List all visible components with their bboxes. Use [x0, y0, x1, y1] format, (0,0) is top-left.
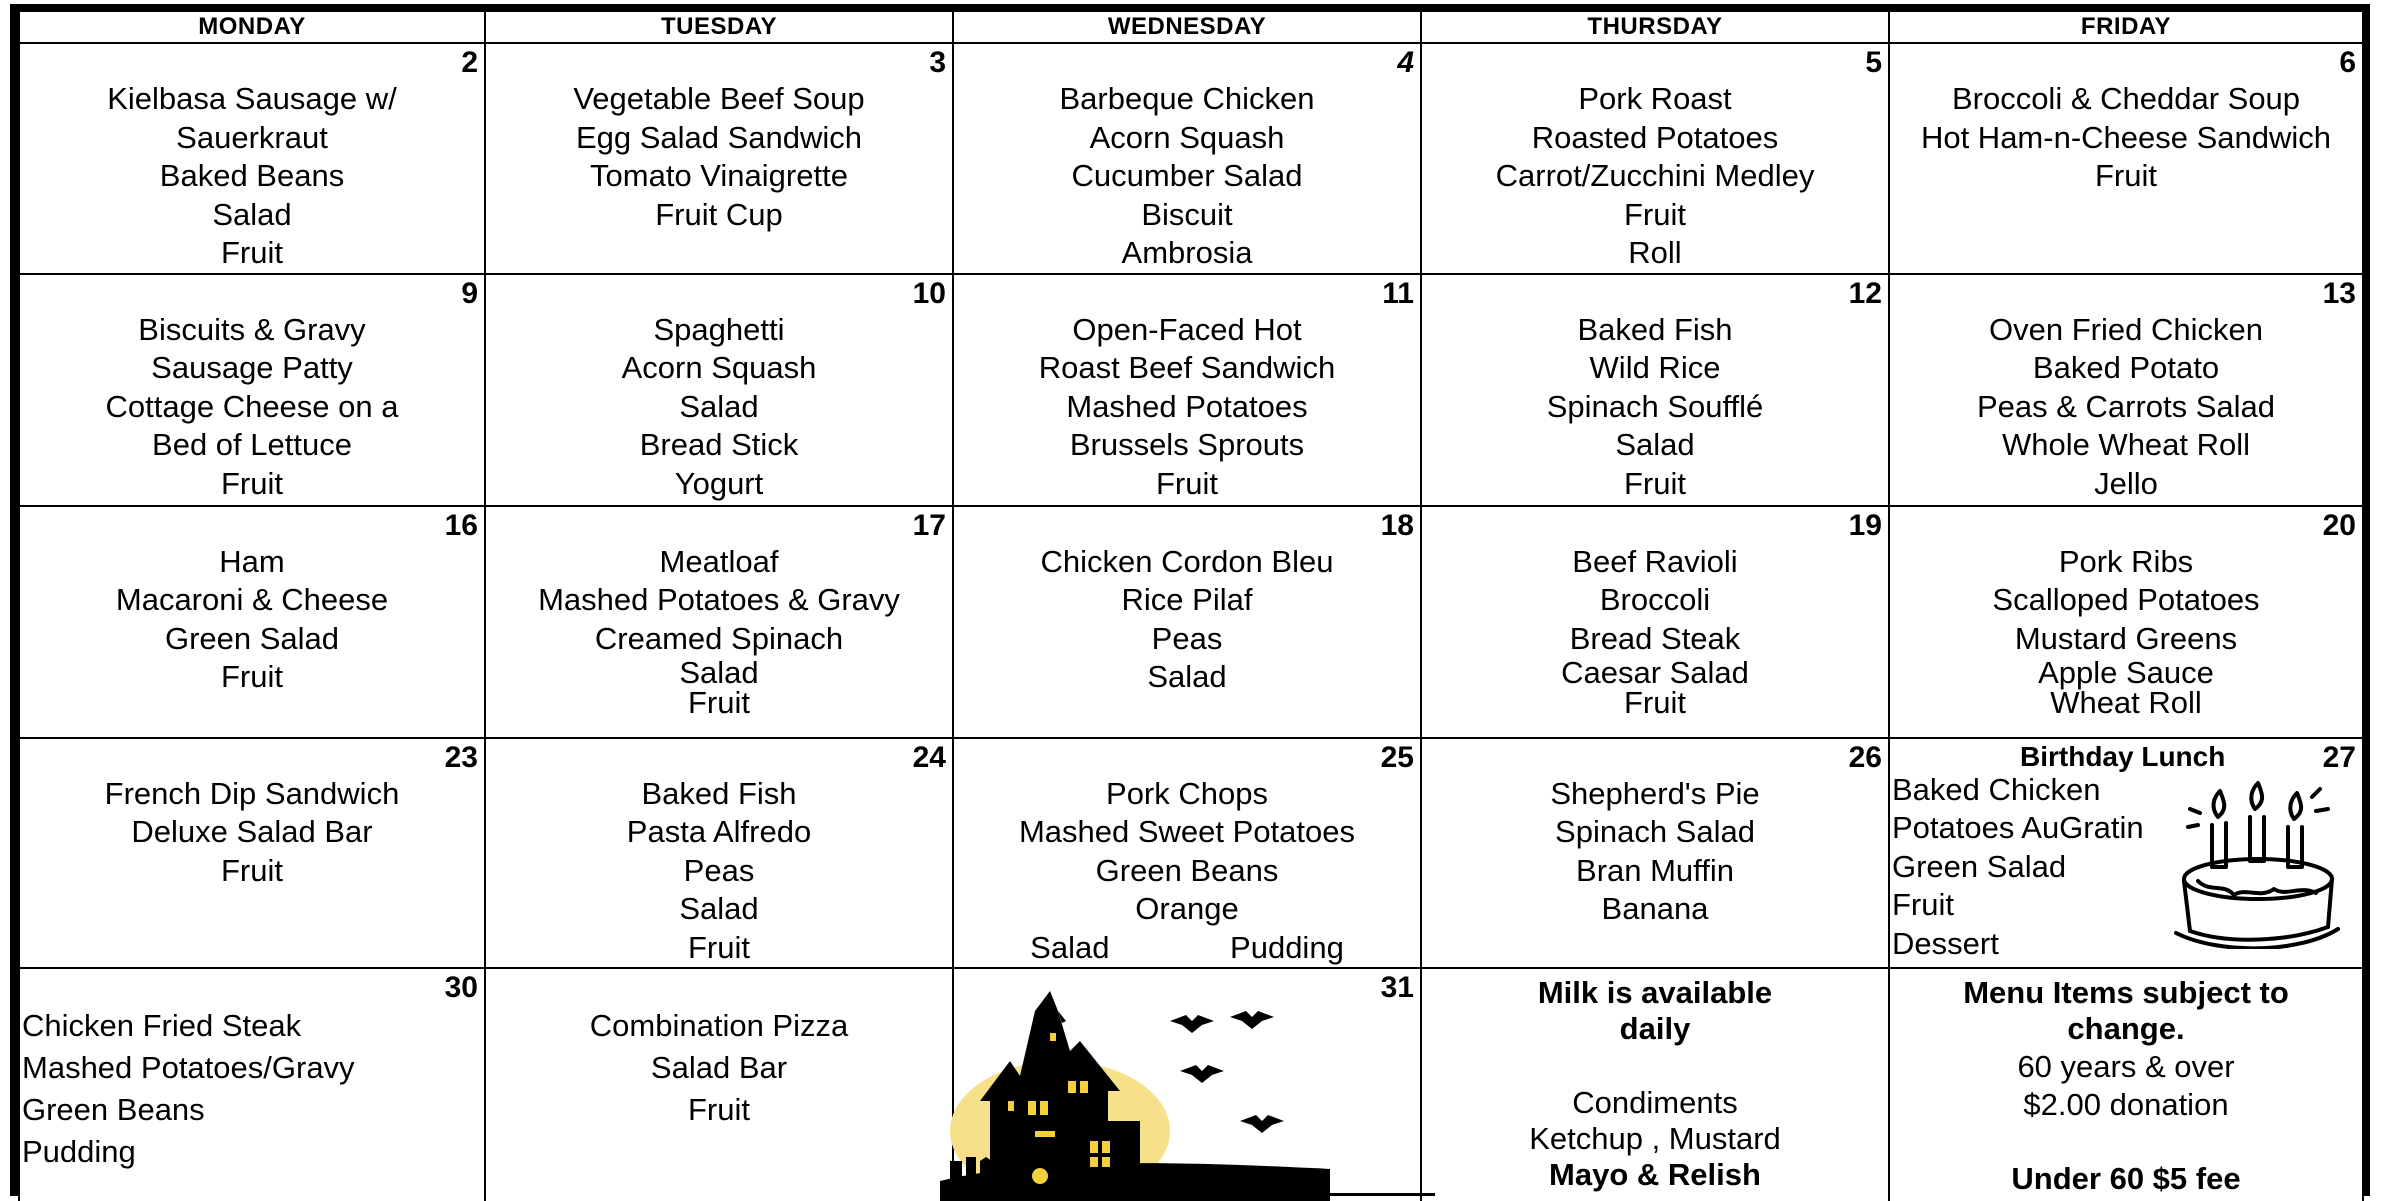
menu-items — [954, 739, 1420, 968]
menu-item: Biscuit — [1141, 196, 1233, 232]
menu-item: Fruit — [688, 685, 750, 720]
day-cell — [953, 43, 1421, 274]
menu-item: Fruit — [1624, 465, 1686, 501]
note-line: Ketchup , Mustard — [1529, 1121, 1781, 1156]
menu-item: Salad — [679, 388, 759, 424]
menu-item: Bread Stick — [639, 427, 799, 462]
date-number: 24 — [912, 740, 946, 774]
menu-item: Pork Roast — [1578, 81, 1732, 116]
menu-item: Wheat Roll — [2050, 685, 2202, 720]
date-number: 11 — [1382, 276, 1414, 310]
menu-items — [1890, 44, 2362, 196]
date-number: 12 — [1848, 276, 1882, 310]
menu-item: Salad Bar — [650, 1050, 788, 1085]
date-number: 4 — [1397, 46, 1414, 79]
week-row-5 — [19, 968, 2363, 1201]
menu-item: Yogurt — [674, 465, 764, 501]
note-spacer — [1890, 1123, 2362, 1161]
date-number: 3 — [929, 46, 946, 79]
menu-item: Bread Steak — [1569, 620, 1741, 656]
date-number: 31 — [1380, 971, 1414, 1004]
menu-item: Fruit — [688, 929, 750, 965]
menu-item: Chicken Cordon Bleu — [1040, 543, 1334, 579]
weekday-header-row — [19, 11, 2363, 43]
menu-item: Fruit — [221, 235, 283, 270]
day-cell — [953, 968, 1421, 1201]
menu-item: Baked Fish — [641, 775, 797, 811]
day-cell — [953, 738, 1421, 969]
menu-item: Roasted Potatoes — [1531, 119, 1779, 155]
menu-item: Mashed Sweet Potatoes — [1018, 814, 1356, 849]
menu-items — [486, 275, 952, 504]
note-line: Under 60 $5 fee — [2011, 1161, 2241, 1196]
menu-item: Green Salad — [1892, 848, 2067, 884]
menu-item: Chicken Fried Steak — [22, 1008, 302, 1043]
day-header-monday: MONDAY — [19, 11, 485, 43]
week-row-2 — [19, 274, 2363, 506]
menu-item: Baked Fish — [1577, 311, 1733, 347]
menu-items — [1422, 275, 1888, 504]
menu-items — [1890, 275, 2362, 504]
day-cell — [19, 506, 485, 738]
menu-item: Banana — [1601, 891, 1709, 926]
menu-item: Mashed Potatoes/Gravy — [22, 1050, 355, 1085]
menu-item: Creamed Spinach — [594, 620, 844, 656]
menu-items — [486, 739, 952, 968]
day-header-tuesday: TUESDAY — [485, 11, 953, 43]
note-cell-pricing — [1889, 968, 2363, 1201]
day-cell — [1421, 738, 1889, 969]
menu-item: Salad — [679, 655, 759, 690]
menu-item: Broccoli — [1599, 582, 1711, 617]
menu-items — [1422, 44, 1888, 273]
menu-item: Salad — [679, 891, 759, 926]
menu-item: Pudding — [22, 1134, 136, 1169]
menu-items — [20, 275, 484, 504]
menu-items — [954, 275, 1420, 504]
menu-item: Beef Ravioli — [1572, 543, 1738, 579]
day-header-wednesday: WEDNESDAY — [953, 11, 1421, 43]
menu-item: Brussels Sprouts — [1069, 427, 1305, 462]
note-line: Milk is available — [1537, 975, 1773, 1010]
date-number: 23 — [444, 740, 478, 774]
date-number: 5 — [1865, 46, 1882, 79]
menu-item: Baked Chicken — [1892, 771, 2101, 807]
menu-item: Roll — [1628, 235, 1682, 270]
menu-item: Salad Pudding — [1030, 929, 1344, 965]
day-cell — [485, 274, 953, 506]
menu-items — [486, 44, 952, 234]
menu-item: Green Salad — [164, 620, 340, 656]
menu-item: Spinach Salad — [1555, 814, 1755, 849]
menu-item: Open-Faced Hot — [1072, 311, 1302, 347]
note-line: 60 years & over — [2017, 1049, 2235, 1084]
note-line: Menu Items subject to — [1963, 975, 2289, 1010]
menu-item: Mashed Potatoes & Gravy — [538, 582, 900, 617]
menu-item: Hot Ham-n-Cheese Sandwich — [1920, 119, 2332, 155]
menu-item: Salad — [1615, 427, 1695, 462]
menu-item: Deluxe Salad Bar — [131, 814, 373, 849]
date-number: 6 — [2339, 46, 2356, 79]
day-cell — [1421, 274, 1889, 506]
menu-item: Bed of Lettuce — [152, 427, 352, 462]
menu-item: Fruit — [688, 1092, 750, 1127]
menu-item: Macaroni & Cheese — [115, 582, 389, 617]
date-number: 26 — [1848, 740, 1882, 774]
menu-item: Kielbasa Sausage w/ — [107, 81, 397, 116]
note-line: Condiments — [1572, 1085, 1738, 1120]
menu-item: Salad — [1147, 659, 1227, 694]
menu-item: Wild Rice — [1589, 350, 1721, 385]
date-number: 27 — [2322, 740, 2356, 774]
menu-item: Cottage Cheese on a — [105, 388, 399, 424]
menu-item: Cucumber Salad — [1071, 158, 1303, 193]
date-number: 2 — [461, 46, 478, 79]
day-cell — [1889, 274, 2363, 506]
notes-block — [1890, 969, 2362, 1197]
menu-item: Orange — [1135, 891, 1239, 926]
menu-items — [20, 507, 484, 697]
date-number: 30 — [444, 971, 478, 1004]
menu-item: Dessert — [1892, 925, 1999, 961]
day-cell — [19, 968, 485, 1201]
menu-item: Pasta Alfredo — [626, 814, 812, 849]
menu-item: Salad — [212, 196, 292, 232]
menu-item: Jello — [2094, 465, 2158, 501]
menu-items — [486, 969, 952, 1131]
menu-item: Acorn Squash — [1089, 119, 1285, 155]
menu-item: Pork Ribs — [2058, 543, 2194, 579]
day-header-thursday: THURSDAY — [1421, 11, 1889, 43]
menu-item: French Dip Sandwich — [104, 775, 400, 811]
menu-item: Green Beans — [1095, 852, 1279, 888]
menu-item: Biscuits & Gravy — [138, 311, 366, 347]
day-cell — [1421, 506, 1889, 738]
menu-item: Spaghetti — [653, 311, 785, 347]
menu-item: Fruit — [221, 852, 283, 888]
week-row-1 — [19, 43, 2363, 274]
menu-item: Egg Salad Sandwich — [575, 119, 863, 155]
date-number: 9 — [461, 276, 478, 310]
menu-item: Tomato Vinaigrette — [590, 158, 848, 193]
menu-item: Baked Beans — [159, 158, 345, 193]
date-number: 19 — [1848, 508, 1882, 542]
menu-item: Oven Fried Chicken — [1989, 311, 2263, 347]
day-cell — [1889, 506, 2363, 738]
menu-item: Green Beans — [22, 1092, 205, 1127]
menu-item: Ambrosia — [1121, 235, 1253, 270]
menu-items — [954, 507, 1420, 697]
menu-item: Shepherd's Pie — [1550, 775, 1760, 811]
date-number: 17 — [912, 508, 946, 542]
menu-item: Scalloped Potatoes — [1992, 582, 2260, 617]
menu-item: Whole Wheat Roll — [2001, 427, 2251, 462]
menu-items — [954, 44, 1420, 273]
menu-items — [20, 739, 484, 891]
menu-item: Sausage Patty — [151, 350, 353, 385]
date-number: 25 — [1380, 740, 1414, 774]
menu-item: Fruit — [1624, 196, 1686, 232]
lunch-menu-calendar — [18, 10, 2364, 1201]
day-cell — [19, 274, 485, 506]
note-cell-condiments — [1421, 968, 1889, 1201]
menu-item: Fruit Cup — [655, 196, 783, 232]
note-line: Mayo & Relish — [1549, 1157, 1761, 1192]
day-cell — [485, 968, 953, 1201]
menu-item: Barbeque Chicken — [1059, 81, 1315, 116]
date-number: 10 — [912, 276, 946, 310]
menu-item: Spinach Soufflé — [1546, 388, 1764, 424]
menu-items — [486, 507, 952, 719]
menu-item: Rice Pilaf — [1121, 582, 1253, 617]
day-cell — [1421, 43, 1889, 274]
menu-item: Apple Sauce — [2038, 655, 2214, 690]
menu-item: Ham — [219, 543, 285, 579]
day-cell — [485, 738, 953, 969]
menu-item: Fruit — [2095, 158, 2157, 193]
day-cell — [1889, 43, 2363, 274]
day-cell-birthday — [1889, 738, 2363, 969]
menu-item: Mustard Greens — [2014, 620, 2238, 656]
note-line: change. — [2067, 1011, 2185, 1046]
menu-items — [1422, 507, 1888, 719]
note-line: $2.00 donation — [2023, 1087, 2229, 1122]
menu-item: Potatoes AuGratin — [1892, 810, 2144, 845]
menu-item: Sauerkraut — [176, 119, 328, 155]
menu-items — [1890, 507, 2362, 719]
menu-item: Roast Beef Sandwich — [1038, 350, 1336, 385]
menu-item: Peas — [1151, 620, 1223, 656]
date-number: 18 — [1380, 508, 1414, 542]
menu-item: Fruit — [221, 659, 283, 694]
day-cell — [953, 274, 1421, 506]
date-number: 20 — [2322, 508, 2356, 542]
menu-item: Vegetable Beef Soup — [573, 81, 865, 116]
menu-item: Fruit — [1624, 685, 1686, 720]
day-cell — [953, 506, 1421, 738]
note-spacer — [1422, 1047, 1888, 1085]
day-cell — [485, 43, 953, 274]
menu-item: Fruit — [1892, 887, 1954, 922]
menu-items — [20, 969, 484, 1173]
haunted-house-bats-icon — [940, 981, 1330, 1201]
menu-item: Fruit — [221, 465, 283, 501]
menu-item: Fruit — [1156, 465, 1218, 501]
week-row-3 — [19, 506, 2363, 738]
menu-item: Meatloaf — [659, 543, 779, 579]
menu-item: Pork Chops — [1106, 775, 1268, 811]
menu-items — [1422, 739, 1888, 929]
menu-item: Mashed Potatoes — [1066, 388, 1308, 424]
menu-item: Peas & Carrots Salad — [1976, 388, 2276, 424]
menu-item: Caesar Salad — [1561, 655, 1749, 690]
menu-item: Baked Potato — [2032, 350, 2220, 385]
birthday-lunch-title: Birthday Lunch — [2020, 740, 2226, 772]
menu-item: Broccoli & Cheddar Soup — [1951, 81, 2301, 116]
menu-item: Peas — [683, 852, 755, 888]
menu-item: Carrot/Zucchini Medley — [1495, 158, 1815, 193]
menu-items — [20, 44, 484, 273]
menu-item: Acorn Squash — [621, 350, 817, 385]
date-number: 16 — [444, 508, 478, 542]
date-number: 13 — [2322, 276, 2356, 310]
day-cell — [485, 506, 953, 738]
day-header-friday: FRIDAY — [1889, 11, 2363, 43]
note-line: daily — [1619, 1011, 1691, 1046]
notes-block — [1422, 969, 1888, 1193]
week-row-4 — [19, 738, 2363, 969]
day-cell — [19, 43, 485, 274]
day-cell — [19, 738, 485, 969]
menu-item: Bran Muffin — [1576, 852, 1734, 888]
menu-item: Combination Pizza — [589, 1008, 849, 1043]
birthday-cake-icon — [2170, 769, 2340, 949]
